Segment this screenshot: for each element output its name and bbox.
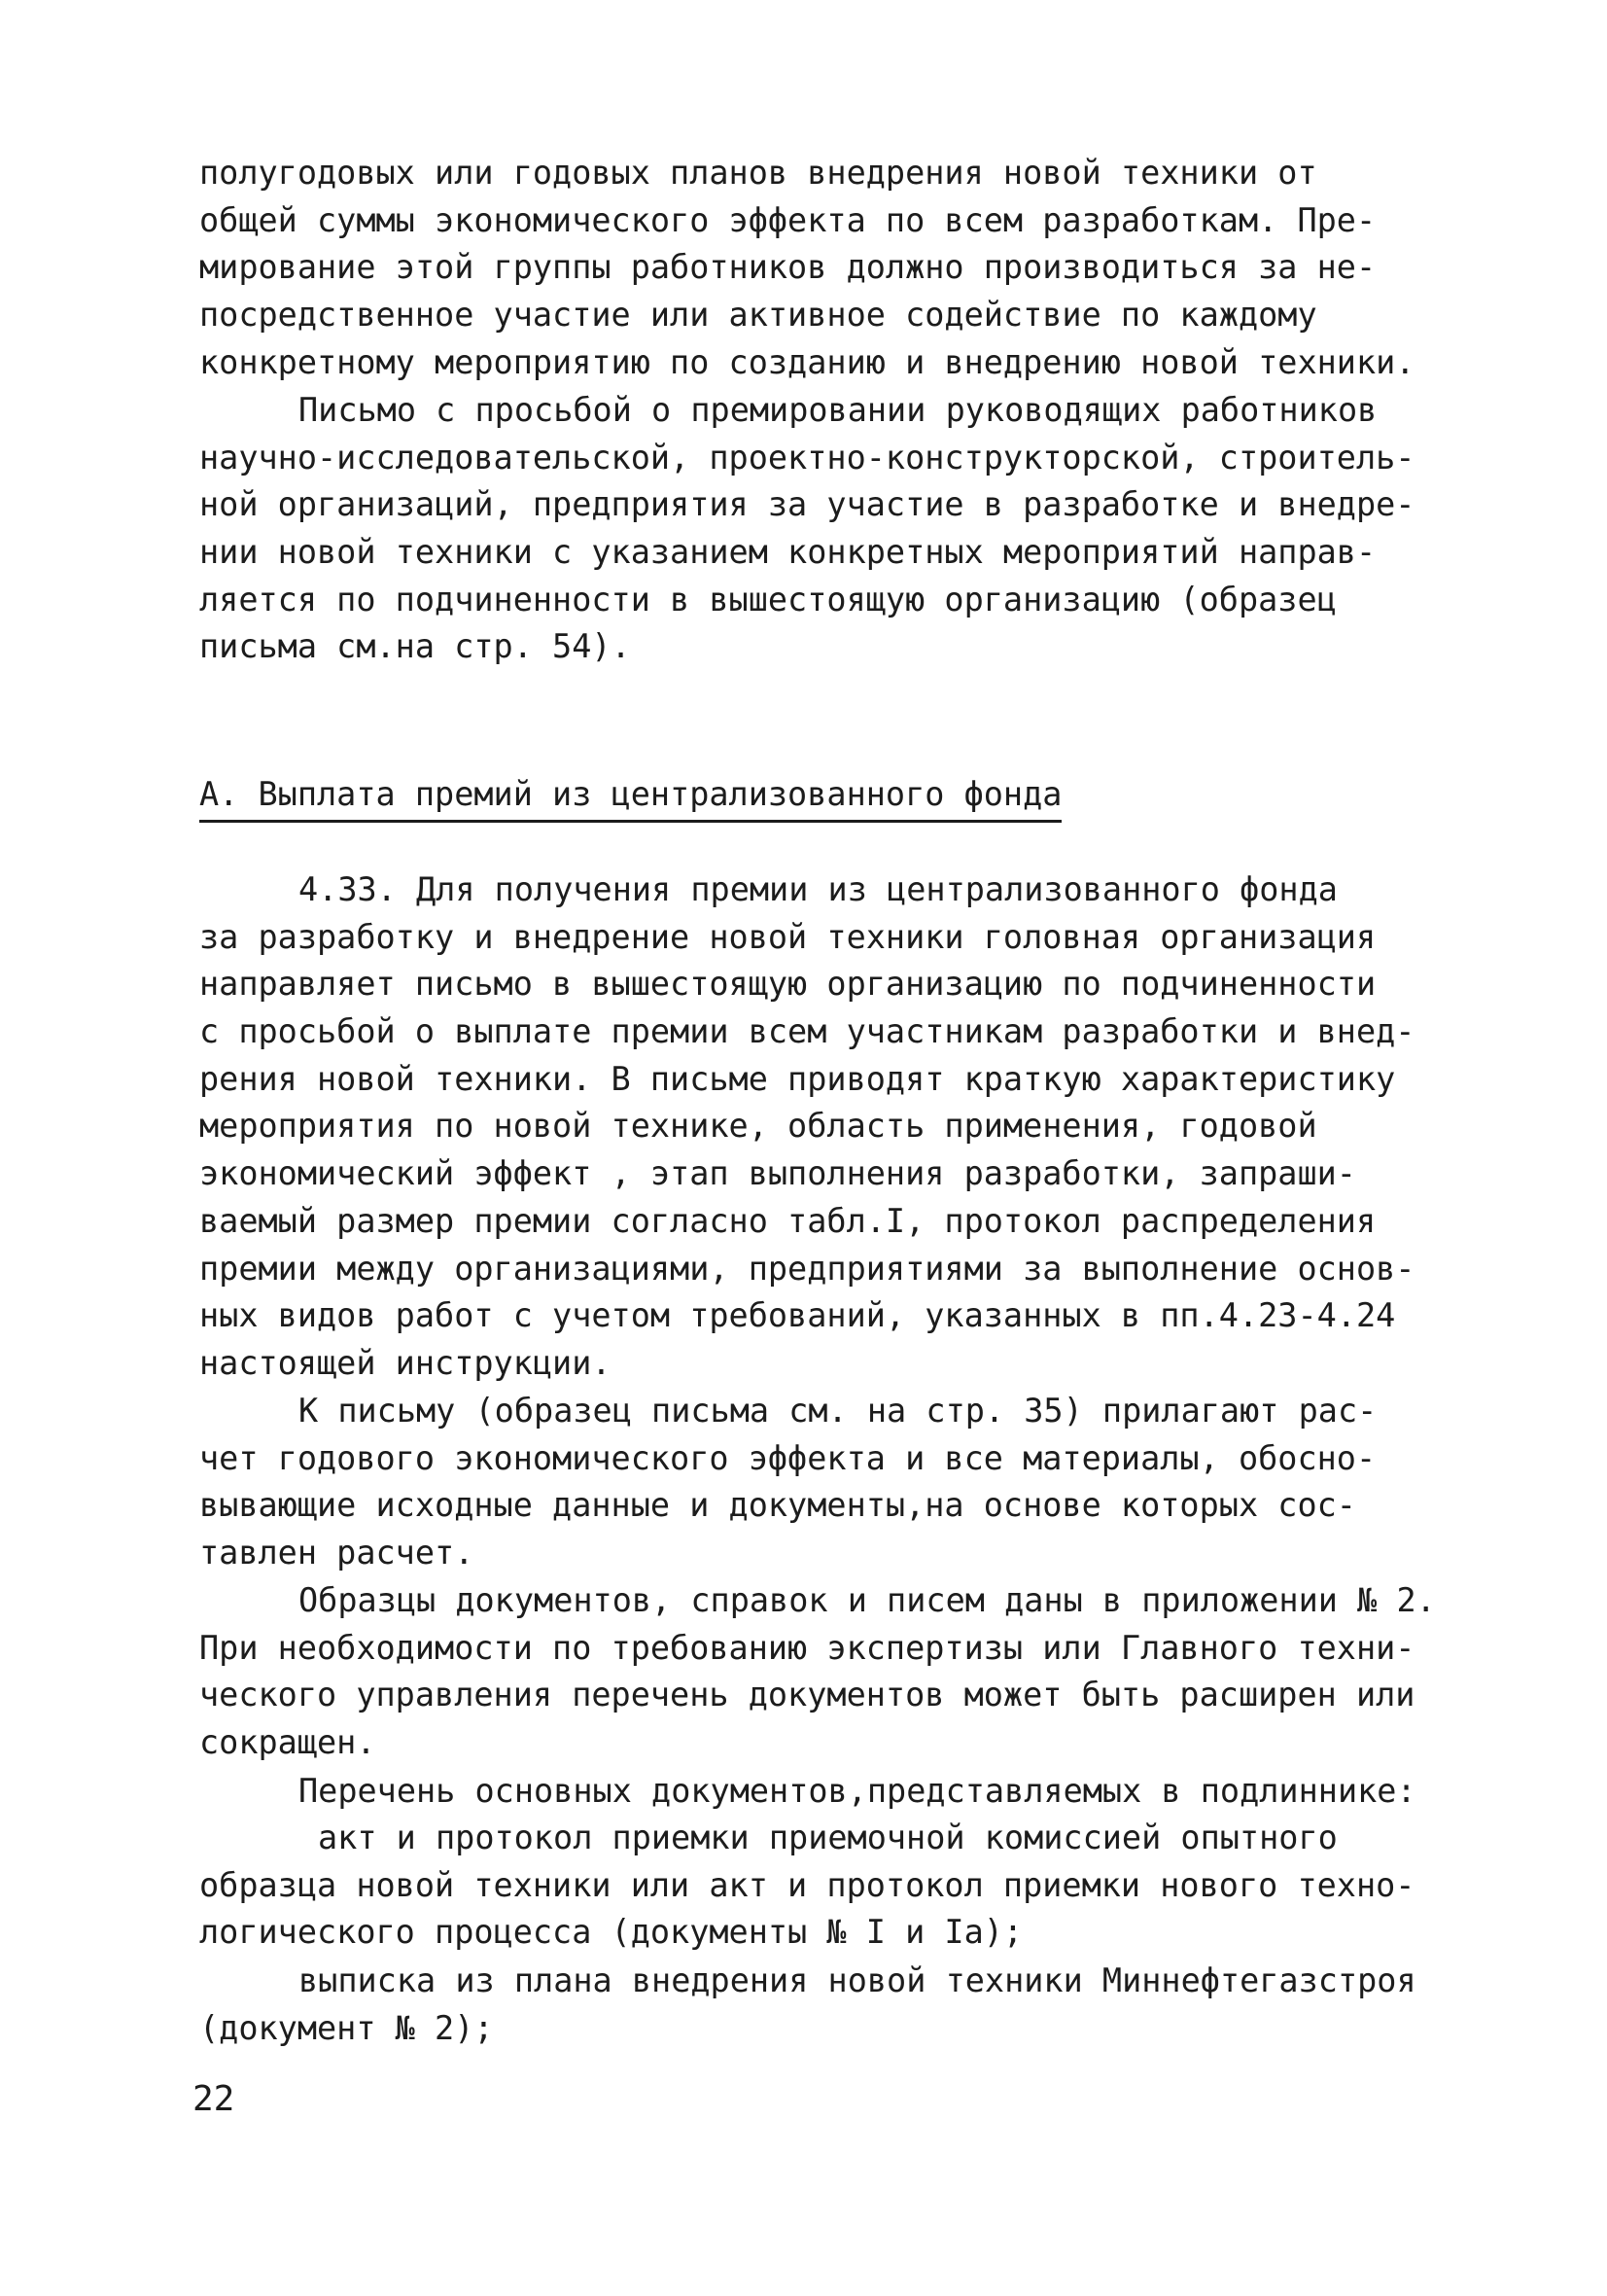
paragraph-5 [199, 1577, 1463, 1767]
text-line: ляется по подчиненности в вышестоящую организацию (образец [199, 580, 1337, 618]
text-line: экономический эффект , этап выполнения разработки, запраши- [199, 1154, 1356, 1193]
paragraph-7 [199, 1815, 1463, 1957]
text-line: тавлен расчет. [199, 1534, 474, 1572]
text-line: ных видов работ с учетом требований, указанных в пп.4.23-4.24 [199, 1296, 1396, 1335]
text-line: рения новой техники. В письме приводят краткую характеристику [199, 1059, 1396, 1098]
text-line: письма см.на стр. 54). [199, 627, 631, 666]
text-line: (документ № 2); [199, 2008, 494, 2047]
text-line: Образцы документов, справок и писем даны в приложении № 2. [298, 1581, 1436, 1619]
paragraph-4 [199, 1388, 1463, 1577]
text-line: К письму (образец письма см. на стр. 35) прилагают рас- [298, 1392, 1378, 1430]
text-line: ной организаций, предприятия за участие в разработке и внедре- [199, 485, 1415, 524]
text-line: настоящей инструкции. [199, 1343, 611, 1382]
text-line: общей суммы экономического эффекта по всем разработкам. Пре- [199, 200, 1377, 239]
text-line: ваемый размер премии согласно табл.I, протокол распределения [199, 1201, 1377, 1240]
text-line: за разработку и внедрение новой техники головная организация [199, 917, 1377, 956]
paragraph-2 [199, 387, 1463, 671]
text-line: с просьбой о выплате премии всем участникам разработки и внед- [199, 1012, 1415, 1051]
text-line: образца новой техники или акт и протокол приемки нового техно- [199, 1865, 1415, 1904]
section-heading: А. Выплата премий из централизованного фонда [199, 771, 1062, 823]
text-line: Письмо с просьбой о премировании руководящих работников [298, 391, 1378, 429]
page-number: 22 [192, 2079, 235, 2119]
paragraph-3 [199, 866, 1463, 1388]
text-line: направляет письмо в вышестоящую организацию по подчиненности [199, 965, 1377, 1004]
text-line: научно-исследовательской, проектно-конструкторской, строитель- [199, 438, 1415, 477]
text-line: полугодовых или годовых планов внедрения новой техники от [199, 154, 1317, 192]
text-line: Перечень основных документов,представляемых в подлиннике: [298, 1772, 1416, 1810]
text-line: вывающие исходные данные и документы,на основе которых сос- [199, 1486, 1356, 1525]
text-line: конкретному мероприятию по созданию и внедрению новой техники. [199, 342, 1415, 381]
paragraph-1 [199, 150, 1463, 386]
text-line: логического процесса (документы № I и Iа); [199, 1913, 1024, 1952]
text-line: нии новой техники с указанием конкретных мероприятий направ- [199, 533, 1377, 572]
paragraph-8 [199, 1958, 1463, 2052]
text-line: премии между организациями, предприятиями за выполнение основ- [199, 1249, 1415, 1288]
paragraph-6 [199, 1768, 1463, 1816]
text-line: сокращен. [199, 1723, 376, 1762]
text-line: мирование этой группы работников должно производиться за не- [199, 248, 1377, 287]
text-line: мероприятия по новой технике, область применения, годовой [199, 1107, 1317, 1146]
text-line: посредственное участие или активное содействие по каждому [199, 296, 1317, 335]
text-line: чет годового экономического эффекта и все материалы, обосно- [199, 1438, 1377, 1477]
text-line: 4.33. Для получения премии из централизованного фонда [298, 870, 1338, 908]
text-line: выписка из плана внедрения новой техники Миннефтегазстроя [298, 1961, 1416, 1999]
text-line: При необходимости по требованию экспертизы или Главного техни- [199, 1628, 1415, 1667]
text-line: акт и протокол приемки приемочной комиссией опытного [318, 1819, 1338, 1856]
text-line: ческого управления перечень документов может быть расширен или [199, 1676, 1415, 1714]
